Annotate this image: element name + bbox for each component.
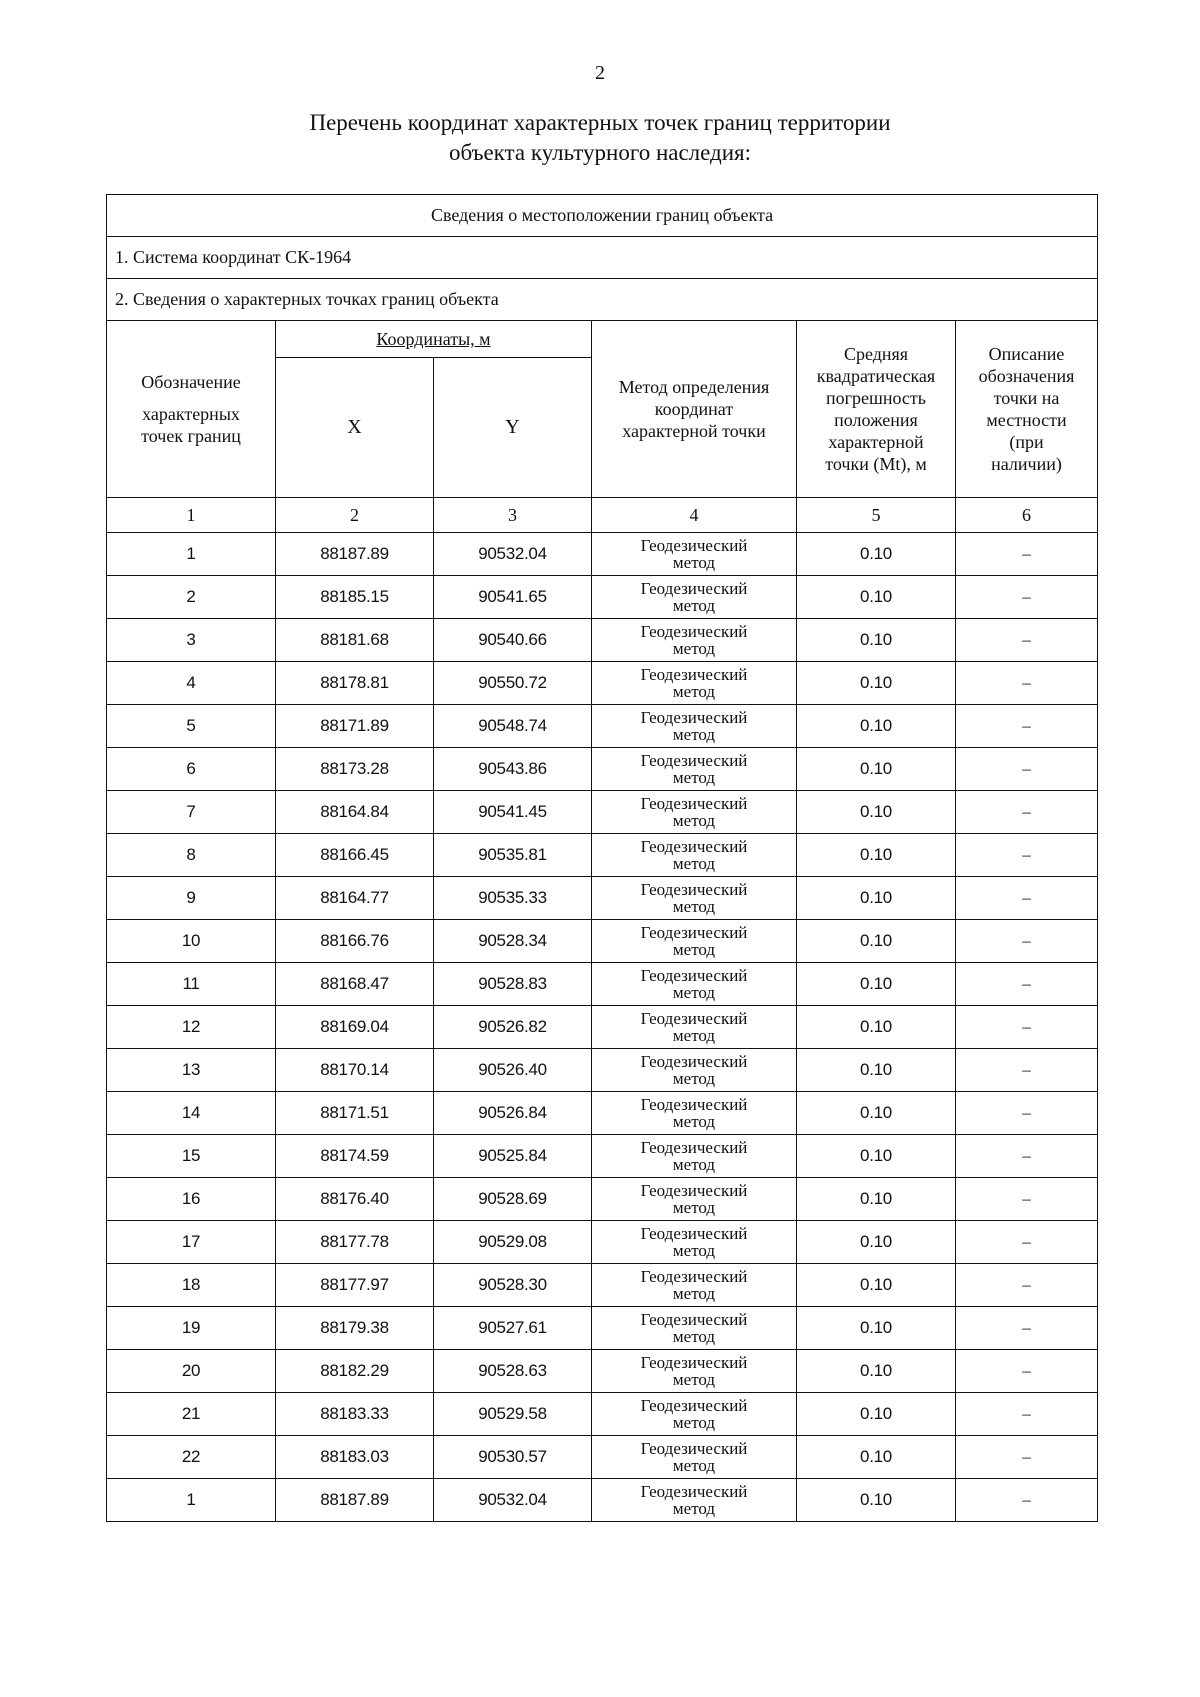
table-row (107, 1350, 1098, 1393)
coordinate-x: 88170.14 (276, 1049, 434, 1092)
table-row (107, 1049, 1098, 1092)
point-description: – (956, 1436, 1098, 1479)
method-cell (592, 1479, 797, 1522)
point-description: – (956, 533, 1098, 576)
coordinate-y: 90548.74 (434, 705, 592, 748)
table-row (107, 834, 1098, 877)
coordinate-x: 88185.15 (276, 576, 434, 619)
coordinate-y: 90528.34 (434, 920, 592, 963)
method-line-1: Геодезический (640, 536, 748, 555)
mean-square-error: 0.10 (797, 1393, 956, 1436)
point-description: – (956, 748, 1098, 791)
table-row (107, 877, 1098, 920)
method-cell (592, 1049, 797, 1092)
method-line-2: метод (672, 940, 716, 959)
coordinate-y: 90527.61 (434, 1307, 592, 1350)
coordinate-y: 90529.58 (434, 1393, 592, 1436)
point-designation: 3 (107, 619, 276, 662)
mean-square-error: 0.10 (797, 877, 956, 920)
point-description: – (956, 1049, 1098, 1092)
mean-square-error: 0.10 (797, 963, 956, 1006)
coordinate-y: 90529.08 (434, 1221, 592, 1264)
method-cell (592, 834, 797, 877)
method-line-2: метод (672, 639, 716, 658)
column-number-row (107, 498, 1098, 533)
point-designation: 9 (107, 877, 276, 920)
document-title-line-1: Перечень координат характерных точек границ территории (309, 110, 891, 135)
column-number: 1 (107, 498, 276, 533)
column-number: 3 (434, 498, 592, 533)
point-description: – (956, 1221, 1098, 1264)
point-designation: 10 (107, 920, 276, 963)
coordinate-y: 90526.40 (434, 1049, 592, 1092)
section-header: Сведения о местоположении границ объекта (107, 195, 1098, 237)
method-line-2: метод (672, 1327, 716, 1346)
table-row (107, 705, 1098, 748)
point-designation: 19 (107, 1307, 276, 1350)
method-line-1: Геодезический (640, 622, 748, 641)
document-title (0, 108, 1200, 168)
method-line-1: Геодезический (640, 1138, 748, 1157)
coordinate-x: 88187.89 (276, 533, 434, 576)
point-designation: 13 (107, 1049, 276, 1092)
coordinate-x: 88173.28 (276, 748, 434, 791)
table-row (107, 1221, 1098, 1264)
coordinate-x: 88169.04 (276, 1006, 434, 1049)
coordinate-y: 90532.04 (434, 1479, 592, 1522)
method-cell (592, 748, 797, 791)
coordinate-y: 90530.57 (434, 1436, 592, 1479)
coordinate-x: 88183.03 (276, 1436, 434, 1479)
coordinate-x: 88181.68 (276, 619, 434, 662)
mean-square-error: 0.10 (797, 1092, 956, 1135)
point-description: – (956, 1264, 1098, 1307)
table-row (107, 1307, 1098, 1350)
method-line-2: метод (672, 1069, 716, 1088)
mean-square-error: 0.10 (797, 619, 956, 662)
method-line-1: Геодезический (640, 1482, 748, 1501)
point-designation: 1 (107, 533, 276, 576)
header-error: Средняя квадратическая погрешность положения характерной точки (Mt), м (797, 321, 956, 498)
coordinate-y: 90525.84 (434, 1135, 592, 1178)
coordinate-x: 88187.89 (276, 1479, 434, 1522)
coordinate-x: 88164.77 (276, 877, 434, 920)
coordinate-y: 90528.83 (434, 963, 592, 1006)
method-cell (592, 920, 797, 963)
method-line-1: Геодезический (640, 1009, 748, 1028)
point-description: – (956, 1393, 1098, 1436)
method-line-2: метод (672, 1198, 716, 1217)
point-designation: 21 (107, 1393, 276, 1436)
method-line-1: Геодезический (640, 794, 748, 813)
coordinates-table (106, 194, 1098, 1522)
mean-square-error: 0.10 (797, 1049, 956, 1092)
page-number: 2 (595, 62, 605, 84)
method-line-1: Геодезический (640, 1267, 748, 1286)
mean-square-error: 0.10 (797, 1135, 956, 1178)
point-designation: 22 (107, 1436, 276, 1479)
coordinate-x: 88177.97 (276, 1264, 434, 1307)
method-line-2: метод (672, 596, 716, 615)
point-designation: 4 (107, 662, 276, 705)
column-number: 6 (956, 498, 1098, 533)
table-row (107, 576, 1098, 619)
header-description: Описание обозначения точки на местности (при наличии) (956, 321, 1098, 498)
mean-square-error: 0.10 (797, 748, 956, 791)
point-designation: 2 (107, 576, 276, 619)
point-description: – (956, 619, 1098, 662)
method-line-1: Геодезический (640, 579, 748, 598)
header-x: X (276, 358, 434, 498)
method-cell (592, 576, 797, 619)
document-title-line-2: объекта культурного наследия: (448, 140, 752, 165)
method-cell (592, 1307, 797, 1350)
header-y: Y (434, 358, 592, 498)
table-row (107, 533, 1098, 576)
table-row (107, 748, 1098, 791)
table-row (107, 1393, 1098, 1436)
coordinate-x: 88166.76 (276, 920, 434, 963)
point-designation: 6 (107, 748, 276, 791)
method-cell (592, 877, 797, 920)
coordinate-y: 90535.81 (434, 834, 592, 877)
method-line-1: Геодезический (640, 1439, 748, 1458)
table-row (107, 1092, 1098, 1135)
method-line-2: метод (672, 768, 716, 787)
point-designation: 12 (107, 1006, 276, 1049)
method-line-1: Геодезический (640, 1353, 748, 1372)
coordinate-y: 90532.04 (434, 533, 592, 576)
point-description: – (956, 1350, 1098, 1393)
method-line-2: метод (672, 682, 716, 701)
mean-square-error: 0.10 (797, 662, 956, 705)
method-cell (592, 705, 797, 748)
coordinate-y: 90535.33 (434, 877, 592, 920)
mean-square-error: 0.10 (797, 1264, 956, 1307)
method-line-2: метод (672, 725, 716, 744)
coordinate-x: 88177.78 (276, 1221, 434, 1264)
method-line-2: метод (672, 983, 716, 1002)
mean-square-error: 0.10 (797, 834, 956, 877)
mean-square-error: 0.10 (797, 920, 956, 963)
mean-square-error: 0.10 (797, 1006, 956, 1049)
table-row (107, 920, 1098, 963)
method-line-1: Геодезический (640, 1310, 748, 1329)
method-cell (592, 1135, 797, 1178)
point-description: – (956, 920, 1098, 963)
mean-square-error: 0.10 (797, 1178, 956, 1221)
coordinate-x: 88178.81 (276, 662, 434, 705)
coordinate-x: 88182.29 (276, 1350, 434, 1393)
coordinate-x: 88166.45 (276, 834, 434, 877)
method-line-2: метод (672, 811, 716, 830)
method-line-1: Геодезический (640, 708, 748, 727)
column-number: 2 (276, 498, 434, 533)
coordinate-y: 90528.30 (434, 1264, 592, 1307)
points-info-heading: 2. Сведения о характерных точках границ объекта (107, 279, 1098, 321)
point-designation: 17 (107, 1221, 276, 1264)
point-description: – (956, 1092, 1098, 1135)
coordinate-y: 90540.66 (434, 619, 592, 662)
point-designation: 11 (107, 963, 276, 1006)
point-designation: 5 (107, 705, 276, 748)
coordinate-y: 90541.45 (434, 791, 592, 834)
point-description: – (956, 662, 1098, 705)
method-line-1: Геодезический (640, 1181, 748, 1200)
method-cell (592, 1006, 797, 1049)
point-description: – (956, 1178, 1098, 1221)
method-line-1: Геодезический (640, 923, 748, 942)
method-cell (592, 662, 797, 705)
method-line-1: Геодезический (640, 837, 748, 856)
table-row (107, 963, 1098, 1006)
point-description: – (956, 1479, 1098, 1522)
point-description: – (956, 963, 1098, 1006)
mean-square-error: 0.10 (797, 1350, 956, 1393)
mean-square-error: 0.10 (797, 1221, 956, 1264)
table-row (107, 1264, 1098, 1307)
table-row (107, 1135, 1098, 1178)
table-row (107, 1436, 1098, 1479)
method-line-2: метод (672, 1456, 716, 1475)
header-method: Метод определения координат характерной точки (592, 321, 797, 498)
point-designation: 7 (107, 791, 276, 834)
method-line-2: метод (672, 1413, 716, 1432)
coordinate-y: 90526.82 (434, 1006, 592, 1049)
point-description: – (956, 834, 1098, 877)
method-cell (592, 1350, 797, 1393)
method-line-2: метод (672, 553, 716, 572)
method-cell (592, 1221, 797, 1264)
method-line-1: Геодезический (640, 966, 748, 985)
point-description: – (956, 791, 1098, 834)
mean-square-error: 0.10 (797, 705, 956, 748)
method-line-1: Геодезический (640, 1224, 748, 1243)
coordinate-y: 90550.72 (434, 662, 592, 705)
point-designation: 8 (107, 834, 276, 877)
method-line-2: метод (672, 1112, 716, 1131)
table-row (107, 662, 1098, 705)
mean-square-error: 0.10 (797, 1307, 956, 1350)
method-cell (592, 533, 797, 576)
point-designation: 14 (107, 1092, 276, 1135)
point-description: – (956, 1307, 1098, 1350)
point-description: – (956, 1006, 1098, 1049)
table-row (107, 1006, 1098, 1049)
point-designation: 15 (107, 1135, 276, 1178)
method-line-1: Геодезический (640, 880, 748, 899)
coordinate-y: 90541.65 (434, 576, 592, 619)
method-line-1: Геодезический (640, 1095, 748, 1114)
method-line-2: метод (672, 1499, 716, 1518)
table-row (107, 791, 1098, 834)
column-number: 4 (592, 498, 797, 533)
coordinate-x: 88171.51 (276, 1092, 434, 1135)
method-line-1: Геодезический (640, 751, 748, 770)
table-row (107, 1479, 1098, 1522)
coordinate-system: 1. Система координат СК-1964 (107, 237, 1098, 279)
mean-square-error: 0.10 (797, 791, 956, 834)
point-designation: 20 (107, 1350, 276, 1393)
coordinate-x: 88168.47 (276, 963, 434, 1006)
method-cell (592, 791, 797, 834)
method-line-2: метод (672, 1155, 716, 1174)
method-cell (592, 1436, 797, 1479)
method-cell (592, 1393, 797, 1436)
point-description: – (956, 705, 1098, 748)
coordinate-y: 90528.69 (434, 1178, 592, 1221)
point-designation: 16 (107, 1178, 276, 1221)
method-cell (592, 1092, 797, 1135)
method-line-2: метод (672, 1241, 716, 1260)
method-line-2: метод (672, 1370, 716, 1389)
method-cell (592, 1178, 797, 1221)
method-cell (592, 1264, 797, 1307)
point-description: – (956, 877, 1098, 920)
point-description: – (956, 1135, 1098, 1178)
table-row (107, 619, 1098, 662)
header-designation: Обозначение характерных точек границ (107, 321, 276, 498)
mean-square-error: 0.10 (797, 533, 956, 576)
method-line-1: Геодезический (640, 665, 748, 684)
point-designation: 1 (107, 1479, 276, 1522)
coordinate-y: 90526.84 (434, 1092, 592, 1135)
header-coordinates-group: Координаты, м (276, 321, 592, 358)
coordinate-y: 90528.63 (434, 1350, 592, 1393)
method-cell (592, 619, 797, 662)
method-line-1: Геодезический (640, 1052, 748, 1071)
method-line-2: метод (672, 897, 716, 916)
method-line-2: метод (672, 1284, 716, 1303)
column-number: 5 (797, 498, 956, 533)
coordinate-x: 88183.33 (276, 1393, 434, 1436)
method-line-2: метод (672, 854, 716, 873)
mean-square-error: 0.10 (797, 1479, 956, 1522)
coordinate-x: 88176.40 (276, 1178, 434, 1221)
table-row (107, 1178, 1098, 1221)
method-line-1: Геодезический (640, 1396, 748, 1415)
point-designation: 18 (107, 1264, 276, 1307)
coordinate-x: 88171.89 (276, 705, 434, 748)
mean-square-error: 0.10 (797, 1436, 956, 1479)
coordinate-x: 88179.38 (276, 1307, 434, 1350)
coordinate-y: 90543.86 (434, 748, 592, 791)
coordinate-x: 88174.59 (276, 1135, 434, 1178)
method-cell (592, 963, 797, 1006)
coordinate-x: 88164.84 (276, 791, 434, 834)
method-line-2: метод (672, 1026, 716, 1045)
mean-square-error: 0.10 (797, 576, 956, 619)
point-description: – (956, 576, 1098, 619)
